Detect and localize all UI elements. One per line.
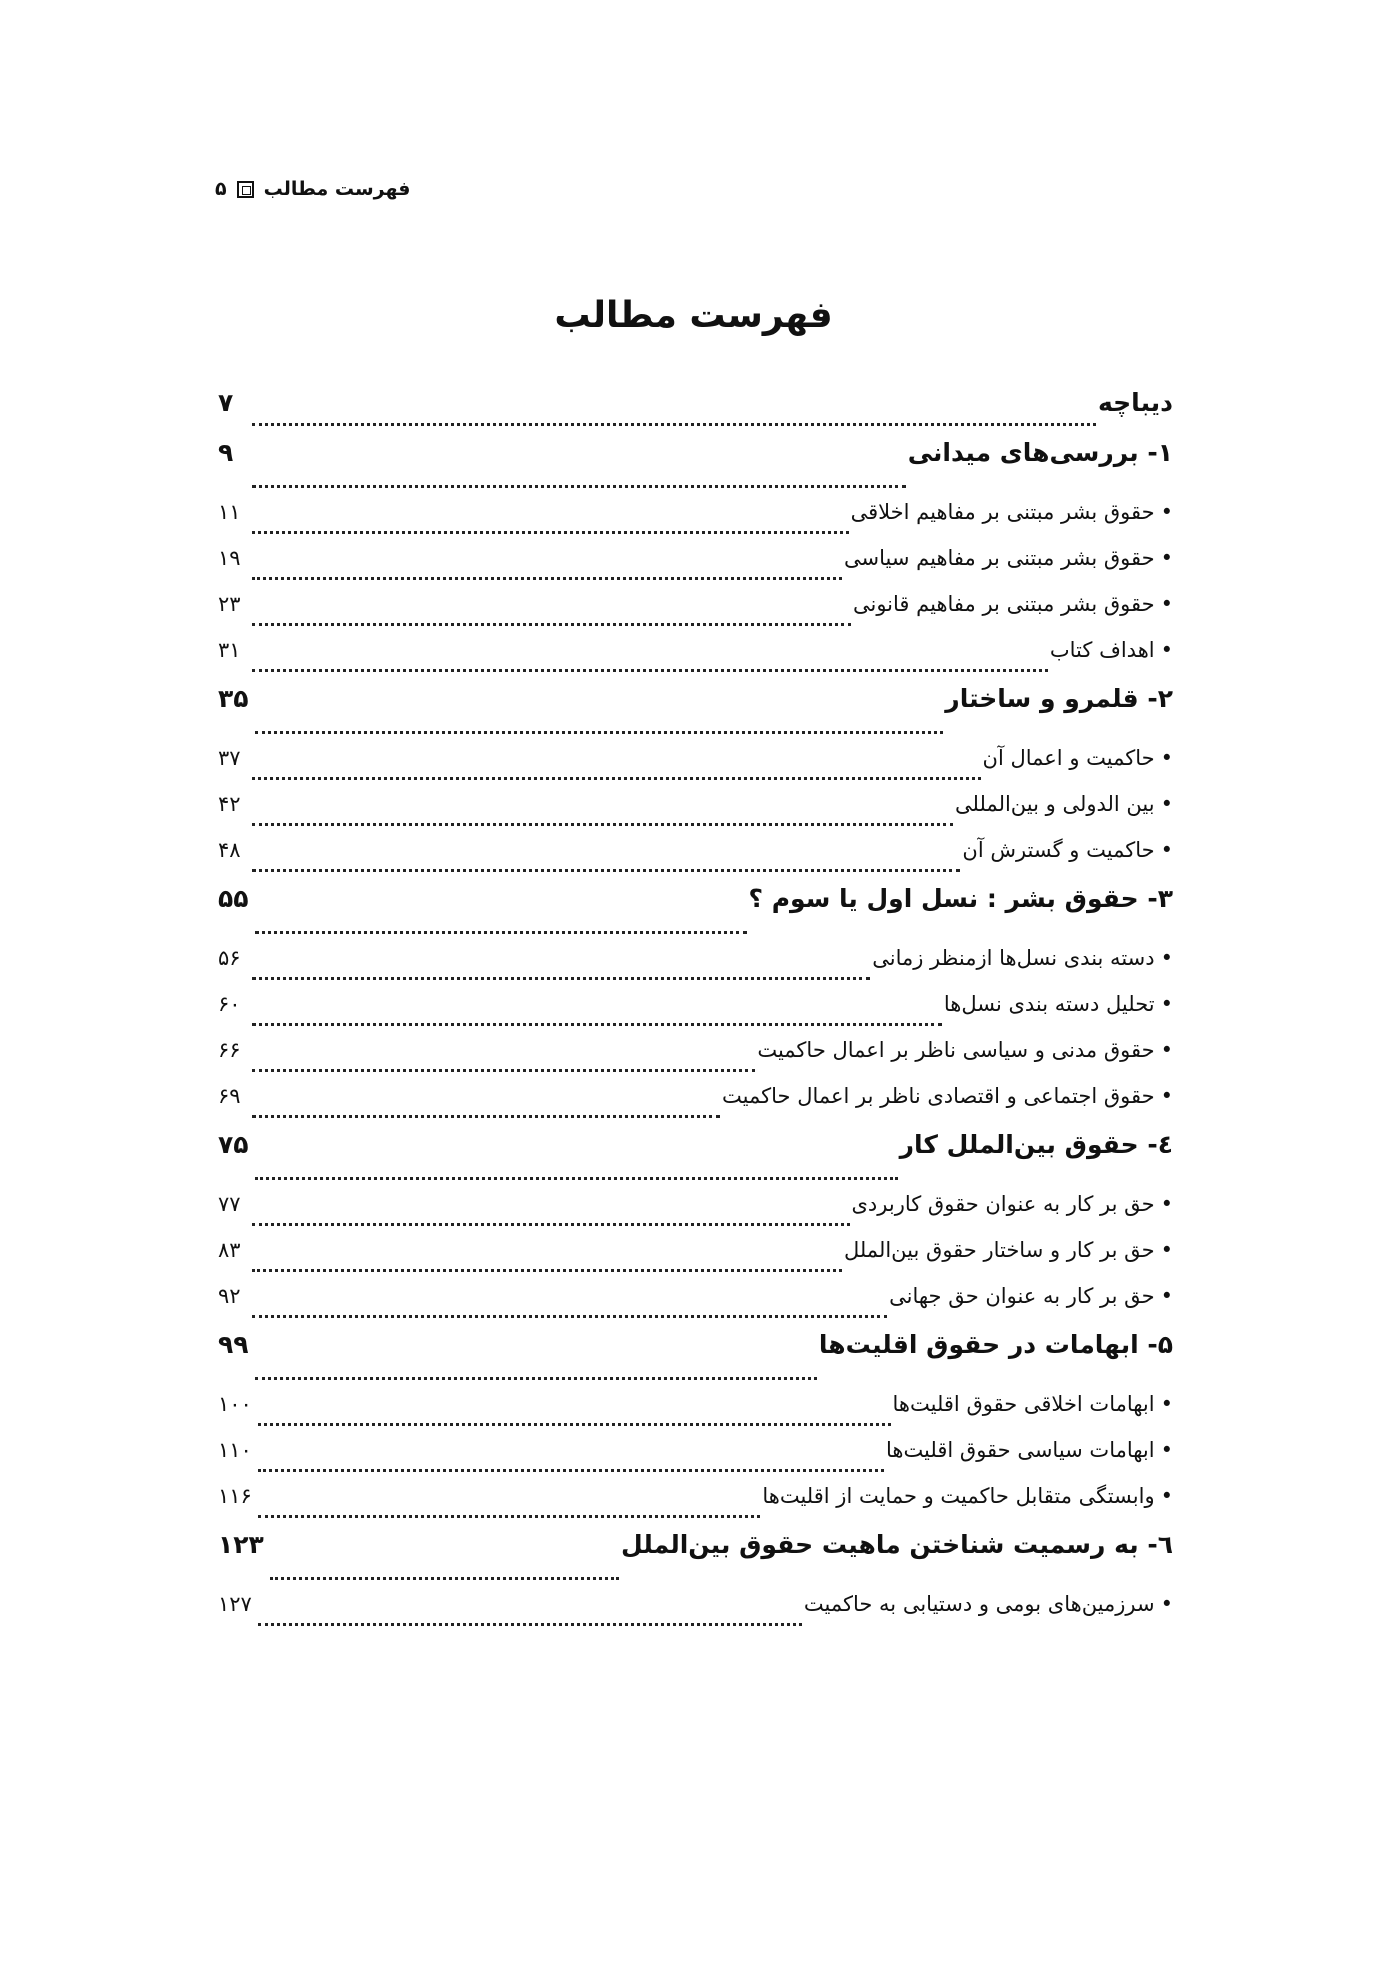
- dot-leader: [252, 977, 870, 980]
- item-label: تحلیل دسته بندی نسل‌ها: [943, 992, 1155, 1016]
- dot-leader: [252, 1069, 755, 1072]
- item-label: حقوق اجتماعی و اقتصادی ناظر بر اعمال حاکمیت: [722, 1084, 1155, 1108]
- bullet-icon: •: [1160, 746, 1173, 770]
- item-label: حاکمیت و اعمال آن: [982, 746, 1155, 770]
- toc-item[interactable]: [218, 792, 1173, 838]
- toc-chapter-1[interactable]: [218, 438, 1173, 500]
- bullet-icon: •: [1160, 1038, 1173, 1062]
- toc-item[interactable]: [218, 1038, 1173, 1084]
- page-number: ۶۶: [218, 1038, 241, 1062]
- dot-leader: [258, 1469, 884, 1472]
- item-label: حقوق مدنی و سیاسی ناظر بر اعمال حاکمیت: [757, 1038, 1155, 1062]
- toc-item[interactable]: [218, 746, 1173, 792]
- chapter-label: ۵- ابهامات در حقوق اقلیت‌ها: [818, 1330, 1173, 1359]
- running-head-page-number: ۵: [215, 178, 227, 200]
- bullet-icon: •: [1160, 992, 1173, 1016]
- dot-leader: [255, 731, 944, 734]
- toc-item[interactable]: [218, 992, 1173, 1038]
- item-label: سرزمین‌های بومی و دستیابی به حاکمیت: [803, 1592, 1155, 1616]
- dot-leader: [252, 531, 849, 534]
- toc-item[interactable]: [218, 546, 1173, 592]
- dot-leader: [252, 1269, 842, 1272]
- bullet-icon: •: [1160, 838, 1173, 862]
- page-number: ۶۰: [218, 992, 241, 1016]
- bullet-icon: •: [1160, 1084, 1173, 1108]
- item-label: وابستگی متقابل حاکمیت و حمایت از اقلیت‌ها: [762, 1484, 1155, 1508]
- toc-item[interactable]: [218, 1484, 1173, 1530]
- item-label: حقوق بشر مبتنی بر مفاهیم اخلاقی: [850, 500, 1155, 524]
- bullet-icon: •: [1160, 592, 1173, 616]
- item-label: حق بر کار به عنوان حق جهانی: [889, 1284, 1155, 1308]
- page-number: ۱۲۷: [218, 1592, 252, 1616]
- page-number: ۶۹: [218, 1084, 241, 1108]
- dot-leader: [258, 1423, 891, 1426]
- square-ornament-icon: [237, 181, 254, 198]
- toc-item[interactable]: [218, 1592, 1173, 1638]
- dot-leader: [252, 1115, 720, 1118]
- page-number: ۵۶: [218, 946, 241, 970]
- dot-leader: [252, 577, 842, 580]
- page-number: ۱۰۰: [218, 1392, 252, 1416]
- bullet-icon: •: [1160, 638, 1173, 662]
- page-number: ۴۲: [218, 792, 241, 816]
- page-number: ۱۱۶: [218, 1484, 252, 1508]
- item-label: اهداف کتاب: [1049, 638, 1155, 662]
- toc-item[interactable]: [218, 838, 1173, 884]
- page-number: ۹۲: [218, 1284, 241, 1308]
- page-number: ۲۳: [218, 592, 241, 616]
- toc-item[interactable]: [218, 1392, 1173, 1438]
- table-of-contents: [218, 388, 1173, 1638]
- toc-item[interactable]: [218, 946, 1173, 992]
- toc-item[interactable]: [218, 1084, 1173, 1130]
- dot-leader: [252, 869, 960, 872]
- item-label: حق بر کار به عنوان حقوق کاربردی: [851, 1192, 1155, 1216]
- toc-item[interactable]: [218, 1192, 1173, 1238]
- toc-chapter-preface[interactable]: [218, 388, 1173, 438]
- item-label: دسته بندی نسل‌ها ازمنظر زمانی: [872, 946, 1155, 970]
- bullet-icon: •: [1160, 1238, 1173, 1262]
- page-number: ۳۷: [218, 746, 241, 770]
- toc-chapter-5[interactable]: [218, 1330, 1173, 1392]
- toc-item[interactable]: [218, 500, 1173, 546]
- item-label: ابهامات اخلاقی حقوق اقلیت‌ها: [892, 1392, 1155, 1416]
- bullet-icon: •: [1160, 1392, 1173, 1416]
- item-label: حاکمیت و گسترش آن: [962, 838, 1155, 862]
- toc-item[interactable]: [218, 1438, 1173, 1484]
- dot-leader: [252, 485, 906, 488]
- page-number: ۳۱: [218, 638, 241, 662]
- toc-chapter-3[interactable]: [218, 884, 1173, 946]
- bullet-icon: •: [1160, 1438, 1173, 1462]
- chapter-label: ۱- بررسی‌های میدانی: [907, 438, 1173, 467]
- dot-leader: [252, 669, 1048, 672]
- page-number: ۳۵: [218, 684, 249, 713]
- page-number: ۷: [218, 388, 234, 417]
- dot-leader: [270, 1577, 619, 1580]
- dot-leader: [252, 1223, 850, 1226]
- dot-leader: [258, 1623, 802, 1626]
- toc-item[interactable]: [218, 1238, 1173, 1284]
- toc-item[interactable]: [218, 1284, 1173, 1330]
- dot-leader: [252, 423, 1096, 426]
- dot-leader: [255, 931, 747, 934]
- toc-chapter-6[interactable]: [218, 1530, 1173, 1592]
- chapter-label: ٦- به رسمیت شناختن ماهیت حقوق بین‌الملل: [621, 1530, 1173, 1559]
- chapter-label: ۲- قلمرو و ساختار: [945, 684, 1173, 713]
- page-number: ۱۱: [218, 500, 241, 524]
- page-number: ۱۹: [218, 546, 241, 570]
- bullet-icon: •: [1160, 1284, 1173, 1308]
- toc-item[interactable]: [218, 638, 1173, 684]
- toc-item[interactable]: [218, 592, 1173, 638]
- page-number: ۱۲۳: [218, 1530, 264, 1559]
- dot-leader: [252, 623, 851, 626]
- bullet-icon: •: [1160, 792, 1173, 816]
- item-label: حقوق بشر مبتنی بر مفاهیم قانونی: [852, 592, 1155, 616]
- page-number: ۹: [218, 438, 234, 467]
- dot-leader: [258, 1515, 761, 1518]
- item-label: حقوق بشر مبتنی بر مفاهیم سیاسی: [844, 546, 1155, 570]
- page-number: ۷۷: [218, 1192, 241, 1216]
- dot-leader: [252, 777, 981, 780]
- dot-leader: [255, 1177, 898, 1180]
- page-title: فهرست مطالب: [554, 295, 833, 336]
- dot-leader: [252, 1023, 942, 1026]
- chapter-label: ٤- حقوق بین‌الملل کار: [899, 1130, 1173, 1159]
- bullet-icon: •: [1160, 500, 1173, 524]
- page-number: ۵۵: [218, 884, 249, 913]
- dot-leader: [255, 1377, 817, 1380]
- page-number: ۱۱۰: [218, 1438, 252, 1462]
- bullet-icon: •: [1160, 1484, 1173, 1508]
- bullet-icon: •: [1160, 546, 1173, 570]
- running-head: [215, 178, 410, 200]
- page-number: ۴۸: [218, 838, 241, 862]
- page-number: ۷۵: [218, 1130, 249, 1159]
- page-number: ۸۳: [218, 1238, 241, 1262]
- dot-leader: [252, 1315, 887, 1318]
- toc-chapter-2[interactable]: [218, 684, 1173, 746]
- item-label: بین الدولی و بین‌المللی: [955, 792, 1155, 816]
- dot-leader: [252, 823, 953, 826]
- chapter-label: دیباچه: [1098, 388, 1173, 417]
- page-number: ۹۹: [218, 1330, 249, 1359]
- item-label: حق بر کار و ساختار حقوق بین‌الملل: [843, 1238, 1155, 1262]
- chapter-label: ۳- حقوق بشر : نسل اول یا سوم ؟: [748, 884, 1173, 913]
- running-head-title: فهرست مطالب: [263, 178, 411, 200]
- item-label: ابهامات سیاسی حقوق اقلیت‌ها: [885, 1438, 1155, 1462]
- bullet-icon: •: [1160, 946, 1173, 970]
- bullet-icon: •: [1160, 1192, 1173, 1216]
- toc-chapter-4[interactable]: [218, 1130, 1173, 1192]
- bullet-icon: •: [1160, 1592, 1173, 1616]
